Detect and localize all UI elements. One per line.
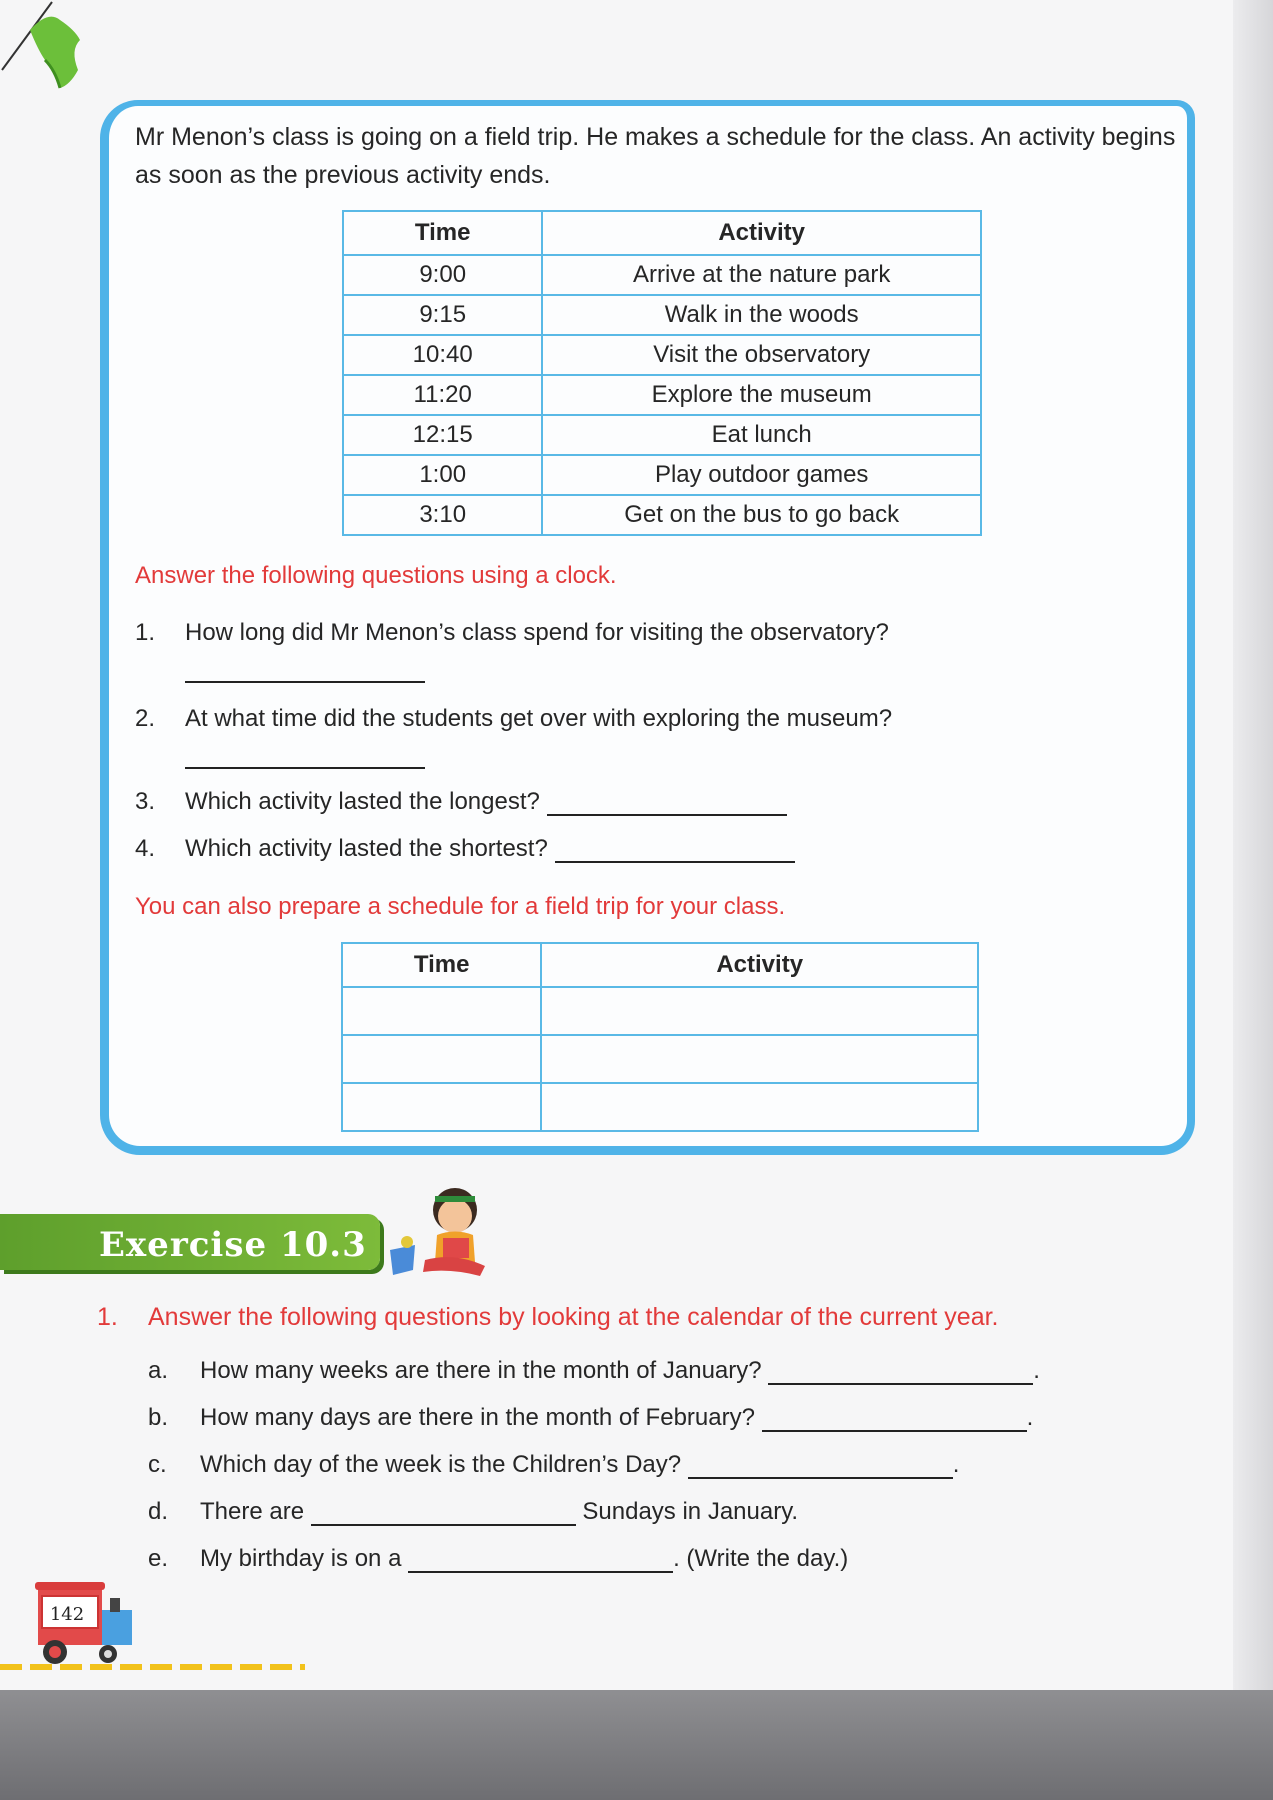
activity-cell: Explore the museum xyxy=(542,375,981,415)
activity-header: Activity xyxy=(542,211,981,255)
answer-line[interactable] xyxy=(768,1359,1033,1385)
table-row xyxy=(343,455,981,495)
reading-kid-icon xyxy=(385,1180,505,1280)
blank-schedule-table xyxy=(341,942,979,1132)
activity-header: Activity xyxy=(541,943,978,987)
table-row xyxy=(343,375,981,415)
train-icon xyxy=(30,1580,140,1670)
schedule-table xyxy=(342,210,982,536)
activity-cell: Visit the observatory xyxy=(542,335,981,375)
activity-cell: Walk in the woods xyxy=(542,295,981,335)
question-text: At what time did the students get over with exploring the museum? xyxy=(185,705,893,732)
question-number: 4. xyxy=(135,835,156,862)
exercise-question-text: Answer the following questions by looking at the calendar of the current year. xyxy=(148,1303,999,1331)
activity-cell: Get on the bus to go back xyxy=(542,495,981,535)
question-number: 2. xyxy=(135,705,156,732)
table-row xyxy=(342,987,978,1035)
blank-cell[interactable] xyxy=(342,1035,541,1083)
answer-line[interactable] xyxy=(688,1453,953,1479)
answer-line[interactable] xyxy=(185,681,425,683)
item-text xyxy=(200,1451,959,1479)
table-row xyxy=(342,1083,978,1131)
time-cell: 11:20 xyxy=(343,375,542,415)
item-letter: a. xyxy=(148,1357,169,1384)
question-number: 3. xyxy=(135,788,156,815)
question-label: Which activity lasted the longest? xyxy=(185,788,540,815)
question-number: 1. xyxy=(135,619,156,646)
item-end: . xyxy=(952,1451,960,1478)
answer-line[interactable] xyxy=(762,1406,1027,1432)
item-end: . xyxy=(1033,1357,1040,1384)
blank-cell[interactable] xyxy=(541,987,978,1035)
answer-line[interactable] xyxy=(311,1500,576,1526)
answer-line[interactable] xyxy=(185,767,425,769)
item-letter: c. xyxy=(148,1451,167,1478)
question-text: How long did Mr Menon’s class spend for visiting the observatory? xyxy=(185,619,889,646)
track-decoration xyxy=(0,1664,305,1670)
table-row xyxy=(343,495,981,535)
time-cell: 9:00 xyxy=(343,255,542,295)
blank-cell[interactable] xyxy=(541,1035,978,1083)
item-text xyxy=(200,1404,1033,1432)
question-label: Which activity lasted the shortest? xyxy=(185,835,548,862)
item-text xyxy=(200,1498,798,1526)
item-end: . xyxy=(1026,1404,1034,1431)
exercise-question-number: 1. xyxy=(97,1303,118,1331)
item-text xyxy=(200,1545,848,1573)
item-letter: d. xyxy=(148,1498,169,1525)
blank-cell[interactable] xyxy=(541,1083,978,1131)
question-text xyxy=(185,835,795,863)
intro-text: Mr Menon’s class is going on a field trip. He makes a schedule for the class. An activity begins as soon as the previous activity ends. xyxy=(135,123,1176,189)
table-row xyxy=(342,1035,978,1083)
item-label: My birthday is on a xyxy=(200,1545,402,1572)
item-label: . (Write the day.) xyxy=(673,1545,849,1572)
page-edge xyxy=(1233,0,1273,1690)
time-cell: 1:00 xyxy=(343,455,542,495)
item-label: How many weeks are there in the month of January? xyxy=(200,1357,762,1384)
time-cell: 3:10 xyxy=(343,495,542,535)
item-text xyxy=(200,1357,1040,1385)
time-header: Time xyxy=(342,943,541,987)
item-label: How many days are there in the month of February? xyxy=(200,1404,755,1431)
item-letter: b. xyxy=(148,1404,169,1431)
activity-cell: Arrive at the nature park xyxy=(542,255,981,295)
answer-line[interactable] xyxy=(408,1547,673,1573)
page-shadow xyxy=(0,1690,1273,1800)
blank-cell[interactable] xyxy=(342,1083,541,1131)
question-text xyxy=(185,788,787,816)
time-cell: 10:40 xyxy=(343,335,542,375)
table-row xyxy=(343,295,981,335)
time-header: Time xyxy=(343,211,542,255)
activity-cell: Eat lunch xyxy=(542,415,981,455)
item-label: Sundays in January. xyxy=(582,1498,799,1525)
answer-line[interactable] xyxy=(547,790,787,816)
item-letter: e. xyxy=(148,1545,169,1572)
item-label: Which day of the week is the Children’s Day? xyxy=(200,1451,682,1478)
exercise-title: Exercise 10.3 xyxy=(99,1225,367,1265)
time-cell: 9:15 xyxy=(343,295,542,335)
page-number: 142 xyxy=(49,1604,85,1625)
prepare-heading: You can also prepare a schedule for a field trip for your class. xyxy=(135,893,786,920)
table-row xyxy=(343,335,981,375)
activity-cell: Play outdoor games xyxy=(542,455,981,495)
answer-line[interactable] xyxy=(555,837,795,863)
blank-cell[interactable] xyxy=(342,987,541,1035)
table-row xyxy=(343,415,981,455)
flag-icon xyxy=(0,0,90,95)
table-row xyxy=(343,255,981,295)
item-label: There are xyxy=(200,1498,305,1525)
time-cell: 12:15 xyxy=(343,415,542,455)
clock-heading: Answer the following questions using a clock. xyxy=(135,562,617,589)
